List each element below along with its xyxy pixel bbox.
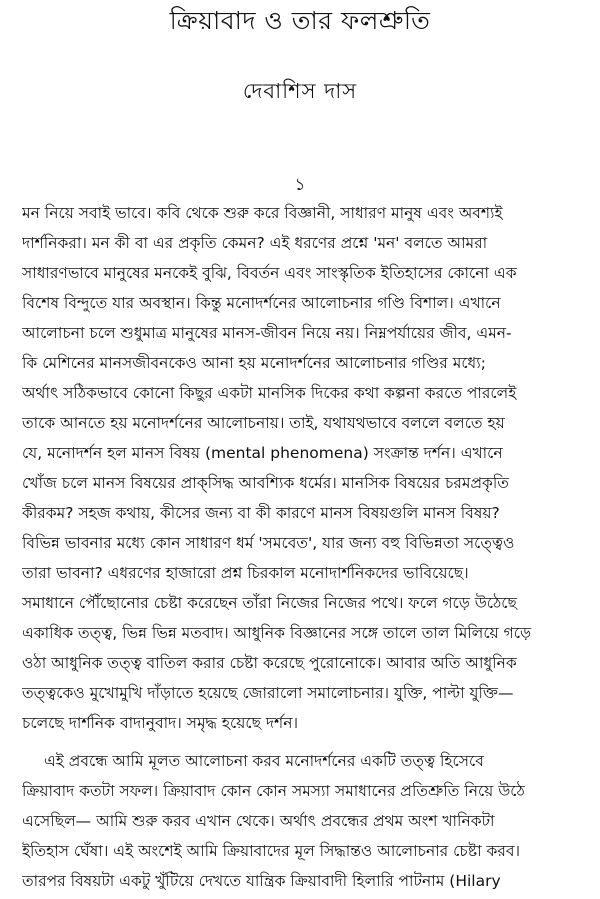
text-line: এই প্রবন্ধে আমি মূলত আলোচনা করব মনোদর্শনের একটি তত্ত্ব হিসেবে (44, 752, 484, 770)
text-line: ক্রিয়াবাদ কতটা সফল। ক্রিয়াবাদ কোন কোন সমস্যা সমাধানের প্রতিশ্রুতি নিয়ে উঠে (22, 782, 525, 800)
text-line: অর্থাৎ সঠিকভাবে কোনো কিছুর একটা মানসিক দিকের কথা কল্পনা করতে পারলেই (22, 384, 517, 402)
text-line: দার্শনিকরা। মন কী বা এর প্রকৃতি কেমন? এই ধরণের প্রশ্নে 'মন' বলতে আমরা (22, 234, 488, 252)
article-body (22, 198, 600, 896)
text-line: তারপর বিষয়টা একটু খুঁটিয়ে দেখতে যান্ত্রিক ক্রিয়াবাদী হিলারি পাটনাম (Hilary (22, 872, 501, 890)
text-line: একাধিক তত্ত্ব, ভিন্ন ভিন্ন মতবাদ। আধুনিক বিজ্ঞানের সঙ্গে তালে তাল মিলিয়ে গড়ে (22, 624, 532, 642)
text-line: তত্ত্বকেও মুখোমুখি দাঁড়াতে হয়েছে জোরালো সমালোচনার। যুক্তি, পাল্টা যুক্তি— (22, 684, 514, 702)
text-line: সমাধানে পৌঁছোনোর চেষ্টা করেছেন তাঁরা নিজের নিজের পথে। ফলে গড়ে উঠেছে (22, 594, 517, 612)
text-line: তারা ভাবনা? এধরণের হাজারো প্রশ্ন চিরকাল মনোদার্শনিকদের ভাবিয়েছে। (22, 564, 469, 582)
text-line: এসেছিল— আমি শুরু করব এখান থেকে। অর্থাৎ প্রবন্ধের প্রথম অংশ খানিকটা (22, 812, 495, 830)
text-line: আলোচনা চলে শুধুমাত্র মানুষের মানস-জীবন নিয়ে নয়। নিম্নপর্যায়ের জীব, এমন- (22, 324, 512, 342)
text-line: খোঁজ চলে মানস বিষয়ের প্রাক্‌সিদ্ধ আবশ্যিক ধর্মের। মানসিক বিষয়ের চরমপ্রকৃতি (22, 474, 509, 492)
text-line: কীরকম? সহজ কথায়, কীসের জন্য বা কী কারণে মানস বিষয়গুলি মানস বিষয়? (22, 504, 500, 522)
text-line: কি মেশিনের মানসজীবনকেও আনা হয় মনোদর্শনের আলোচনার গণ্ডির মধ্যে; (22, 354, 486, 372)
text-line: ইতিহাস ঘেঁষা। এই অংশেই আমি ক্রিয়াবাদের মূল সিদ্ধান্তও আলোচনার চেষ্টা করব। (22, 842, 521, 860)
article-title: ক্রিয়াবাদ ও তার ফলশ্রুতি (169, 6, 431, 35)
author-name: দেবাশিস দাস (242, 79, 358, 103)
text-line: মন নিয়ে সবাই ভাবে। কবি থেকে শুরু করে বিজ্ঞানী, সাধারণ মানুষ এবং অবশ্যই (22, 204, 503, 222)
text-line: বিশেষ বিন্দুতে যার অবস্থান। কিন্তু মনোদর্শনের আলোচনার গণ্ডি বিশাল। এখানে (22, 294, 501, 312)
section-number: ১ (294, 175, 306, 195)
text-line: চলেছে দার্শনিক বাদানুবাদ। সমৃদ্ধ হয়েছে দর্শন। (22, 714, 299, 732)
text-line: বিভিন্ন ভাবনার মধ্যে কোন সাধারণ ধর্ম 'সমবেত', যার জন্য বহু বিভিন্নতা সত্ত্বেও (22, 534, 515, 552)
text-line: ওঠা আধুনিক তত্ত্ব বাতিল করার চেষ্টা করেছে পুরোনোকে। আবার অতি আধুনিক (22, 654, 517, 672)
text-line: যে, মনোদর্শন হল মানস বিষয় (mental phenomena) সংক্রান্ত দর্শন। এখানে (22, 444, 503, 462)
text-line: তাকে আনতে হয় মনোদর্শনের আলোচনায়। তাই, যথাযথভাবে বললে বলতে হয় (22, 414, 505, 432)
text-line: সাধারণভাবে মানুষের মনকেই বুঝি, বিবর্তন এবং সাংস্কৃতিক ইতিহাসের কোনো এক (22, 264, 517, 282)
